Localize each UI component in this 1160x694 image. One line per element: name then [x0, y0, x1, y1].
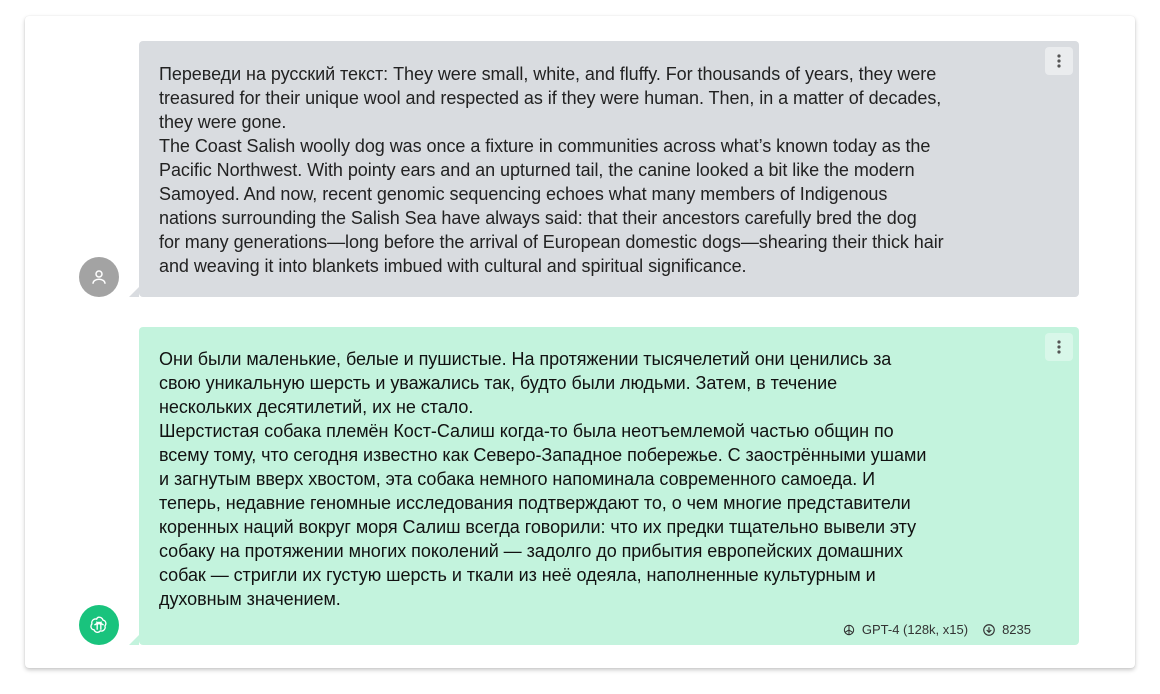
- openai-small-icon: [842, 623, 856, 637]
- user-message-row: [25, 41, 1135, 297]
- token-info: [982, 622, 1031, 637]
- user-bubble-tail: [129, 287, 139, 297]
- openai-logo-icon: [88, 614, 110, 636]
- user-message-bubble: [139, 41, 1079, 297]
- user-avatar: [79, 257, 119, 297]
- user-message-text: Переведи на русский текст: They were small, white, and fluffy. For thousands of years, they were treasured for their unique wool and respected as if they were human. Then, in a matter of decades, they were gone. The Coast Salish woolly dog was once a fixture in communities across what’s known today as the Pacific Northwest. With pointy ears and an upturned tail, the canine looked a bit like the modern Samoyed. And now, recent genomic sequencing echoes what many members of Indigenous nations surrounding the Salish Sea have always said: that their ancestors carefully bred the dog for many generations—long before the arrival of European domestic dogs—shearing their thick hair and weaving it into blankets imbued with cultural and spiritual significance.: [159, 64, 944, 276]
- assistant-message-bubble: [139, 327, 1079, 645]
- assistant-message-row: [25, 327, 1135, 645]
- token-count: 8235: [1002, 622, 1031, 637]
- chat-card: [25, 16, 1135, 668]
- user-message-menu-button[interactable]: [1045, 47, 1073, 75]
- download-circle-icon: [982, 623, 996, 637]
- assistant-avatar: [79, 605, 119, 645]
- assistant-bubble-tail: [129, 635, 139, 645]
- message-meta: [842, 622, 1031, 637]
- more-vertical-icon: [1057, 54, 1061, 68]
- assistant-message-menu-button[interactable]: [1045, 333, 1073, 361]
- assistant-message-text: Они были маленькие, белые и пушистые. На протяжении тысячелетий они ценились за свою уникальную шерсть и уважались так, будто были людьми. Затем, в течение нескольких десятилетий, их не стало. Шерстистая собака племён Кост-Салиш когда-то была неотъемлемой частью общин по всему тому, что сегодня известно как Северо-Западное побережье. С заострёнными ушами и загнутым вверх хвостом, эта собака немного напоминала современного самоеда. И теперь, недавние геномные исследования подтверждают то, о чем многие представители коренных наций вокруг моря Салиш всегда говорили: что их предки тщательно вывели эту собаку на протяжении многих поколений — задолго до прибытия европейских домашних собак — стригли их густую шерсть и ткали из неё одеяла, наполненные культурным и духовным значением.: [159, 349, 927, 609]
- person-icon: [90, 268, 108, 286]
- model-label: GPT-4 (128k, x15): [861, 622, 969, 637]
- more-vertical-icon: [1057, 340, 1061, 354]
- model-info: [842, 622, 968, 637]
